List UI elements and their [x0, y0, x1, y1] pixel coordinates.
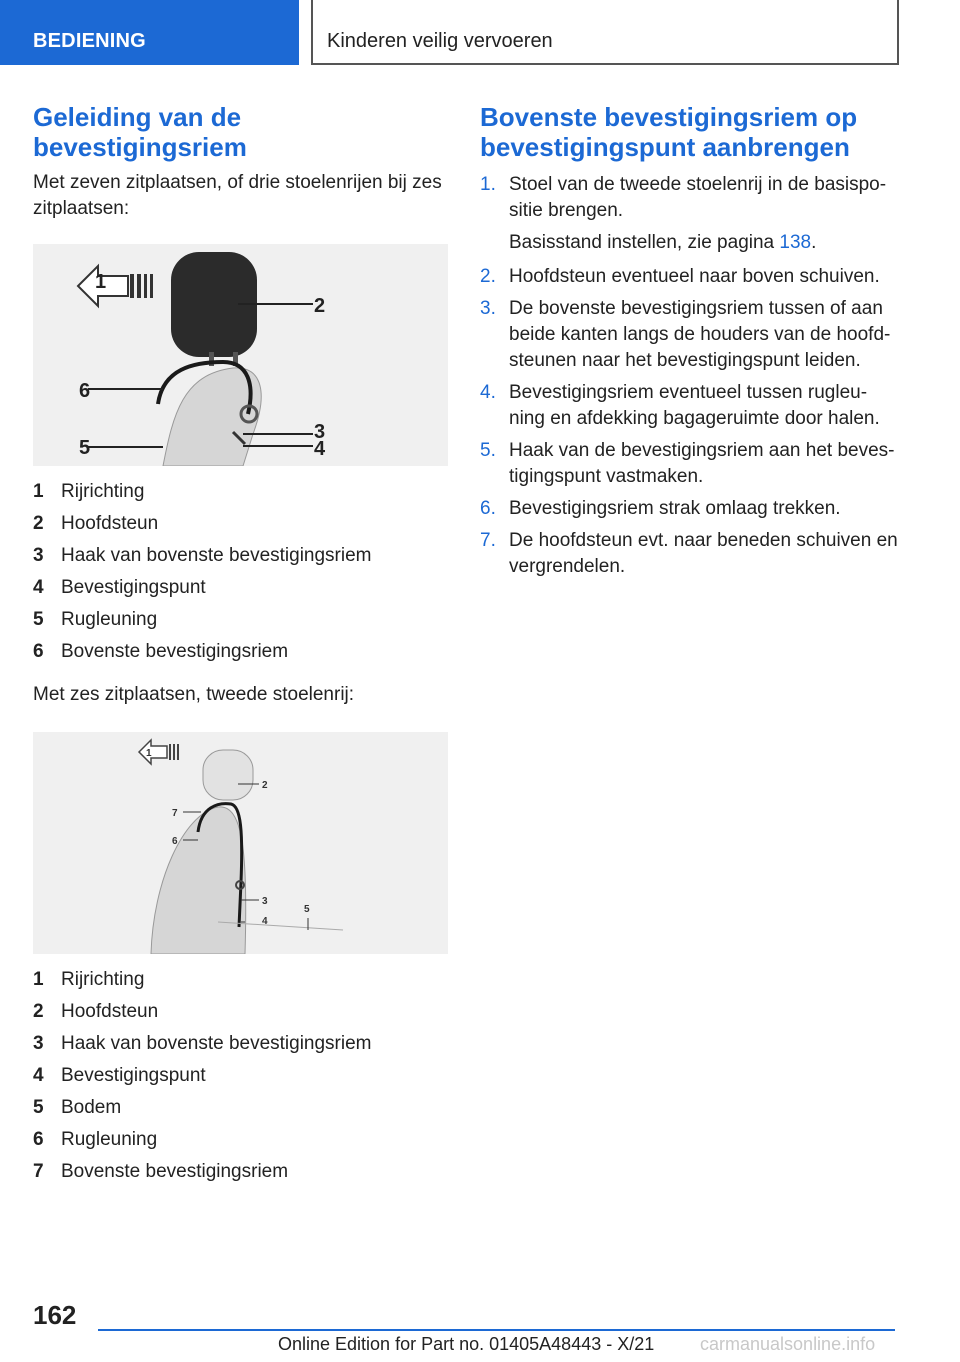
fig2-label-5: 5	[304, 904, 310, 915]
step-item	[480, 438, 900, 490]
step-text: Hoofdsteun eventueel naar boven schuiven.	[509, 266, 880, 287]
step-text: De hoofdsteun evt. naar beneden schuiven en vergrendelen.	[509, 530, 898, 577]
fig1-label-5: 5	[79, 437, 91, 459]
legend-row	[33, 1156, 448, 1188]
legend-text: Hoofdsteun	[61, 513, 159, 534]
legend-row	[33, 476, 448, 508]
legend-text: Rijrichting	[61, 481, 145, 502]
step-item	[480, 528, 900, 580]
legend-figure-1	[33, 476, 448, 668]
legend-text: Bovenste bevestigingsriem	[61, 641, 289, 662]
step-number: 3.	[480, 298, 496, 319]
fig2-label-6: 6	[172, 836, 178, 847]
legend-number: 5	[33, 609, 44, 630]
legend-number: 6	[33, 1129, 44, 1150]
watermark: carmanualsonline.info	[700, 1334, 876, 1354]
fig1-label-2: 2	[314, 295, 326, 317]
step-item	[480, 380, 900, 432]
legend-number: 3	[33, 545, 44, 566]
header-section-label: BEDIENING	[33, 30, 146, 52]
fig2-label-7: 7	[172, 808, 178, 819]
step-text: Bevestigingsriem strak omlaag trekken.	[509, 498, 841, 519]
legend-figure-2	[33, 964, 448, 1188]
right-section-title: Bovenste bevestigingsriem op bevestigingspunt aanbrengen	[480, 102, 858, 162]
legend-number: 4	[33, 577, 44, 598]
legend-text: Haak van bovenste bevestigingsriem	[61, 1033, 372, 1054]
step-item	[480, 496, 900, 522]
legend-row	[33, 1092, 448, 1124]
fig2-label-3: 3	[262, 896, 268, 907]
fig2-label-1: 1	[146, 748, 152, 759]
legend-number: 6	[33, 641, 44, 662]
legend-text: Haak van bovenste bevestigingsriem	[61, 545, 372, 566]
header-section-tab	[0, 0, 299, 65]
fig2-label-4: 4	[262, 916, 268, 927]
legend-row	[33, 996, 448, 1028]
legend-number: 2	[33, 513, 44, 534]
step-item	[480, 296, 900, 374]
right-column	[480, 102, 900, 586]
fig1-label-3: 3	[314, 421, 326, 443]
legend-text: Bovenste bevestigingsriem	[61, 1161, 289, 1182]
header-chapter-label: Kinderen veilig vervoeren	[327, 30, 553, 52]
left-section-title: Geleiding van de bevestigingsriem	[33, 102, 247, 162]
legend-text: Bevestigingspunt	[61, 1065, 206, 1086]
legend-row	[33, 1060, 448, 1092]
fig1-label-6: 6	[79, 380, 91, 402]
step-text: Bevestigingsriem eventueel tussen rugleu-ning en afdekking bagageruimte door halen.	[509, 382, 880, 429]
step-text: Stoel van de tweede stoelenrij in de basispo-sitie brengen.	[509, 174, 887, 221]
legend-row	[33, 964, 448, 996]
intro-seven-seats: Met zeven zitplaatsen, of drie stoelenrijen bij zes zitplaatsen:	[33, 172, 442, 219]
step-number: 2.	[480, 266, 496, 287]
legend-row	[33, 604, 448, 636]
legend-text: Bevestigingspunt	[61, 577, 206, 598]
page-reference-link[interactable]: 138	[779, 232, 812, 253]
legend-number: 4	[33, 1065, 44, 1086]
instruction-steps	[480, 172, 900, 580]
legend-number: 2	[33, 1001, 44, 1022]
step-1-note-text: Basisstand instellen, zie pagina	[509, 232, 775, 253]
fig2-label-2: 2	[262, 780, 268, 791]
legend-row	[33, 1028, 448, 1060]
figure-seat-tether-2	[33, 732, 448, 954]
intro-six-seats: Met zes zitplaatsen, tweede stoelenrij:	[33, 684, 355, 705]
footer-edition: Online Edition for Part no. 01405A48443 - X/21	[278, 1334, 655, 1354]
legend-number: 1	[33, 481, 44, 502]
left-column	[33, 102, 448, 1188]
legend-row	[33, 636, 448, 668]
seat-illustration-2	[33, 732, 448, 954]
figure-seat-tether-1	[33, 244, 448, 466]
legend-text: Bodem	[61, 1097, 122, 1118]
legend-number: 5	[33, 1097, 44, 1118]
step-item	[480, 264, 900, 290]
fig1-label-4: 4	[314, 438, 326, 460]
step-number: 1.	[480, 174, 496, 195]
footer-divider	[98, 1329, 895, 1331]
step-number: 4.	[480, 382, 496, 403]
step-number: 6.	[480, 498, 496, 519]
header-chapter-box	[311, 0, 899, 65]
legend-text: Rugleuning	[61, 609, 158, 630]
legend-text: Hoofdsteun	[61, 1001, 159, 1022]
legend-number: 7	[33, 1161, 44, 1182]
step-text: Haak van de bevestigingsriem aan het beves-tigingspunt vastmaken.	[509, 440, 895, 487]
legend-row	[33, 1124, 448, 1156]
legend-text: Rijrichting	[61, 969, 145, 990]
seat-illustration-1	[33, 244, 448, 466]
legend-row	[33, 540, 448, 572]
step-number: 7.	[480, 530, 496, 551]
fig1-label-1: 1	[95, 271, 107, 293]
step-number: 5.	[480, 440, 496, 461]
legend-text: Rugleuning	[61, 1129, 158, 1150]
step-1-note	[509, 230, 900, 256]
legend-number: 3	[33, 1033, 44, 1054]
step-1-note-period: .	[811, 232, 817, 253]
legend-row	[33, 508, 448, 540]
step-text: De bovenste bevestigingsriem tussen of aan beide kanten langs de houders van de hoofd-steunen naar het bevestigingspunt leiden.	[509, 298, 891, 371]
legend-row	[33, 572, 448, 604]
step-item	[480, 172, 900, 224]
page-number: 162	[33, 1300, 77, 1330]
legend-number: 1	[33, 969, 44, 990]
